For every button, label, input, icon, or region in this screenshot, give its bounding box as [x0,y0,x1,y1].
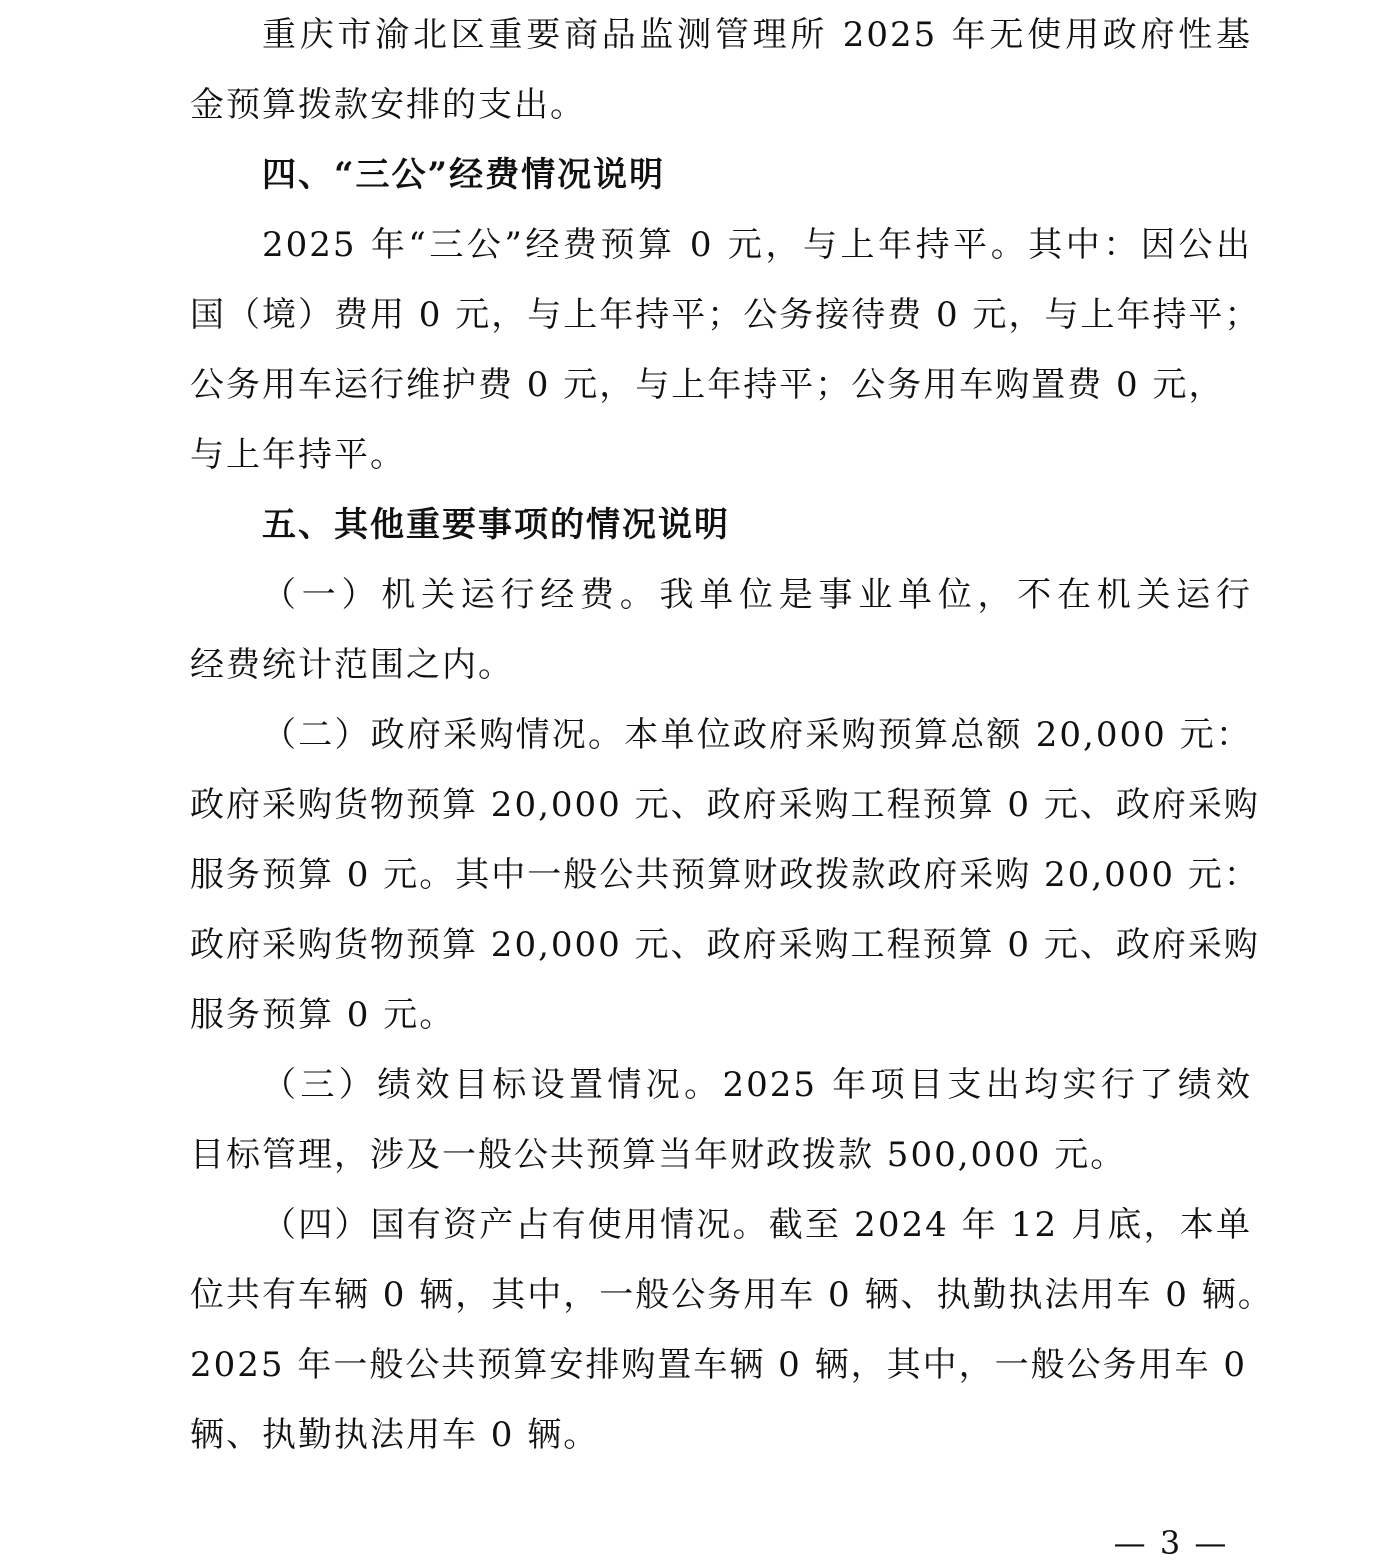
paragraph-line: 2025 年“三公”经费预算 0 元，与上年持平。其中：因公出 [262,225,1252,265]
paragraph-line: 目标管理，涉及一般公共预算当年财政拨款 500,000 元。 [190,1135,1127,1175]
paragraph-line: 位共有车辆 0 辆，其中，一般公务用车 0 辆、执勤执法用车 0 辆。 [190,1275,1274,1315]
section-heading-three-public-expenses: 四、“三公”经费情况说明 [262,155,666,195]
subsection-line: （二）政府采购情况。本单位政府采购预算总额 20,000 元： [262,715,1252,755]
paragraph-line: 重庆市渝北区重要商品监测管理所 2025 年无使用政府性基 [262,15,1252,55]
paragraph-line: 辆、执勤执法用车 0 辆。 [190,1415,600,1455]
subsection-line: （一）机关运行经费。我单位是事业单位，不在机关运行 [262,575,1252,615]
paragraph-line: 经费统计范围之内。 [190,645,514,685]
paragraph-line: 国（境）费用 0 元，与上年持平；公务接待费 0 元，与上年持平； [190,295,1261,335]
subsection-line: （三）绩效目标设置情况。2025 年项目支出均实行了绩效 [262,1065,1252,1105]
section-heading-other-important-matters: 五、其他重要事项的情况说明 [262,505,730,545]
paragraph-line: 服务预算 0 元。 [190,995,456,1035]
paragraph-line: 服务预算 0 元。其中一般公共预算财政拨款政府采购 20,000 元： [190,855,1260,895]
page-number: — 3 — [1113,1524,1229,1562]
subsection-line: （四）国有资产占有使用情况。截至 2024 年 12 月底，本单 [262,1205,1252,1245]
paragraph-line: 2025 年一般公共预算安排购置车辆 0 辆，其中，一般公务用车 0 [190,1345,1248,1385]
paragraph-line: 金预算拨款安排的支出。 [190,85,586,125]
paragraph-line: 与上年持平。 [190,435,406,475]
paragraph-line: 公务用车运行维护费 0 元，与上年持平；公务用车购置费 0 元， [190,365,1225,405]
paragraph-line: 政府采购货物预算 20,000 元、政府采购工程预算 0 元、政府采购 [190,785,1260,825]
paragraph-line: 政府采购货物预算 20,000 元、政府采购工程预算 0 元、政府采购 [190,925,1260,965]
